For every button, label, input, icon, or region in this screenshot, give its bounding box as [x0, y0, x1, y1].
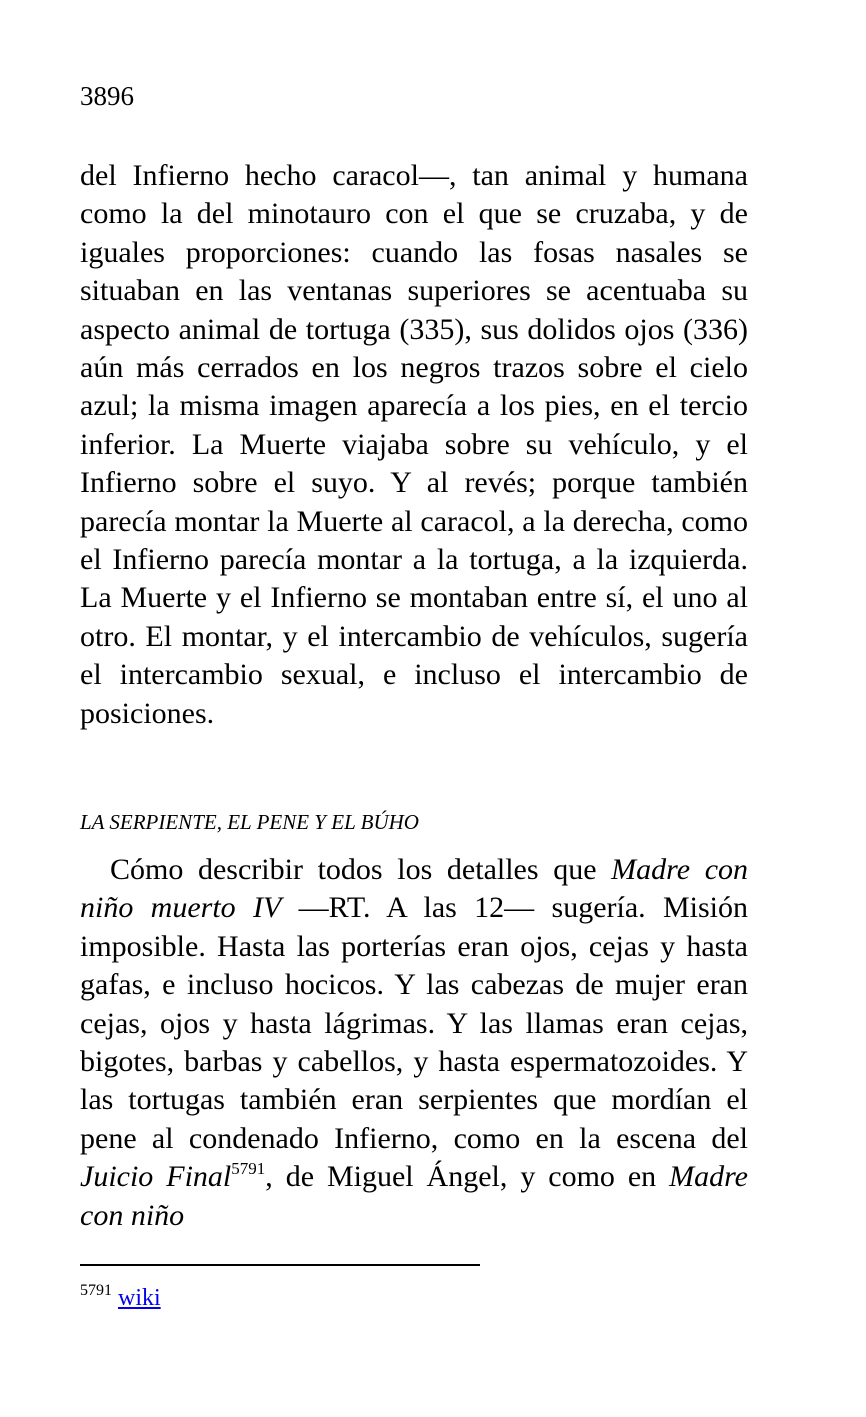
footnote-number: 5791	[80, 1282, 112, 1299]
footnote-reference[interactable]: 5791	[231, 1159, 266, 1179]
body-paragraph	[80, 157, 748, 733]
paragraph-text-segment: , de Miguel Ángel, y como en	[265, 1160, 670, 1194]
body-paragraph-continued	[80, 851, 748, 1235]
artwork-title: Madre con niño muerto IV	[80, 853, 749, 925]
page-number: 3896	[80, 81, 134, 111]
paragraph-text-segment: Cómo describir todos los detalles que	[110, 853, 612, 886]
paragraph-text: del Infierno hecho caracol—, tan animal y humana como la del minotauro con el que se cruzaba, y de iguales proporciones: cuando las fosas nasales se situaban en las ventanas superiores se acentuaba su aspecto animal de tortuga (335), sus dolidos ojos (336) aún más cerrados en los negros trazos sobre el cielo azul; la misma imagen aparecía a los pies, en el tercio inferior. La Muerte viajaba sobre su vehículo, y el Infierno sobre el suyo. Y al revés; porque también parecía montar la Muerte al caracol, a la derecha, como el Infierno parecía montar a la tortuga, a la izquierda. La Muerte y el Infierno se montaban entre sí, el uno al otro. El montar, y el intercambio de vehículos, sugería el intercambio sexual, e incluso el intercambio de posiciones.	[80, 159, 748, 730]
section-heading: LA SERPIENTE, EL PENE Y EL BÚHO	[80, 810, 419, 834]
paragraph-text-segment: —RT. A las 12— sugería. Misión imposible. Hasta las porterías eran ojos, cejas y hasta gafas, e incluso hocicos. Y las cabezas de mujer eran cejas, ojos y hasta lágrimas. Y las llamas eran cejas, bigotes, barbas y cabellos, y hasta espermatozoides. Y las tortugas también eran serpientes que mordían el pene al condenado Infierno, como en la escena del	[80, 891, 749, 1155]
footnote	[80, 1282, 161, 1314]
footnote-link[interactable]: wiki	[118, 1285, 161, 1311]
artwork-title: Madre con niño	[80, 1160, 748, 1232]
artwork-title: Juicio Final	[80, 1160, 232, 1194]
footnote-divider	[80, 1264, 480, 1266]
